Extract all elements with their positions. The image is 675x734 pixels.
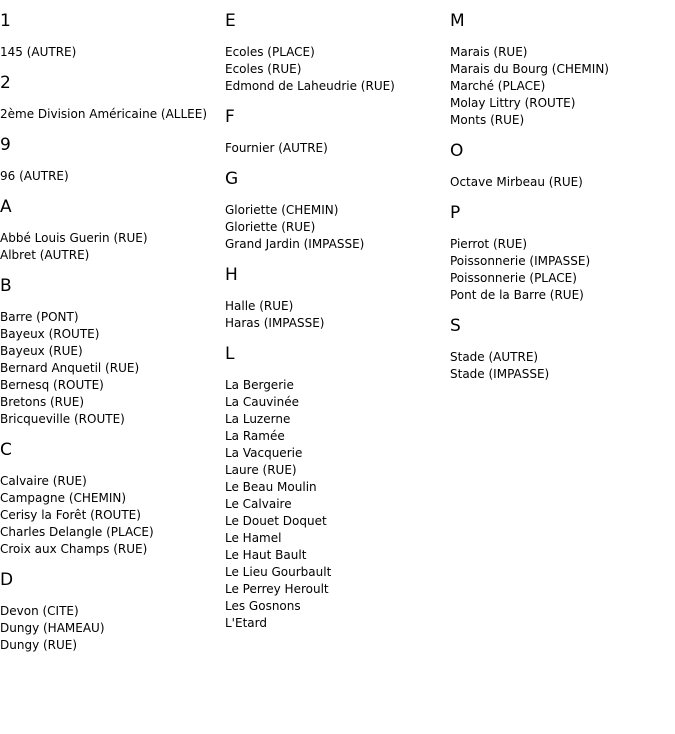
letter-section bbox=[225, 168, 450, 253]
section-letter-heading: E bbox=[225, 11, 236, 31]
section-letter-heading: F bbox=[225, 107, 235, 127]
street-link[interactable]: Gloriette (CHEMIN) bbox=[225, 203, 339, 217]
street-link[interactable]: Cerisy la Forêt (ROUTE) bbox=[0, 508, 141, 522]
street-link[interactable]: Octave Mirbeau (RUE) bbox=[450, 175, 583, 189]
street-link[interactable]: Bernard Anquetil (RUE) bbox=[0, 361, 140, 375]
letter-section bbox=[225, 10, 450, 95]
street-link[interactable]: Ecoles (PLACE) bbox=[225, 45, 315, 59]
street-link[interactable]: Poissonnerie (PLACE) bbox=[450, 271, 577, 285]
street-link[interactable]: Dungy (RUE) bbox=[0, 638, 78, 652]
street-link[interactable]: Bayeux (ROUTE) bbox=[0, 327, 100, 341]
street-link[interactable]: Bretons (RUE) bbox=[0, 395, 85, 409]
section-letter-heading: A bbox=[0, 197, 12, 217]
street-link[interactable]: Le Lieu Gourbault bbox=[225, 565, 332, 579]
street-link[interactable]: Gloriette (RUE) bbox=[225, 220, 316, 234]
street-link[interactable]: Edmond de Laheudrie (RUE) bbox=[225, 79, 395, 93]
index-column bbox=[225, 10, 450, 643]
street-link[interactable]: Calvaire (RUE) bbox=[0, 474, 87, 488]
street-link[interactable]: La Cauvinée bbox=[225, 395, 299, 409]
letter-section bbox=[0, 275, 225, 428]
street-link[interactable]: Molay Littry (ROUTE) bbox=[450, 96, 576, 110]
section-letter-heading: B bbox=[0, 276, 12, 296]
letter-section bbox=[0, 134, 225, 185]
letter-section bbox=[450, 10, 675, 129]
letter-section bbox=[450, 140, 675, 191]
street-link[interactable]: Bayeux (RUE) bbox=[0, 344, 83, 358]
section-letter-heading: G bbox=[225, 169, 239, 189]
section-letter-heading: M bbox=[450, 11, 465, 31]
street-link[interactable]: Dungy (HAMEAU) bbox=[0, 621, 105, 635]
section-letter-heading: O bbox=[450, 141, 464, 161]
letter-section bbox=[0, 569, 225, 654]
letter-section bbox=[225, 343, 450, 632]
section-letter-heading: 2 bbox=[0, 73, 11, 93]
street-link[interactable]: Stade (IMPASSE) bbox=[450, 367, 550, 381]
section-letter-heading: H bbox=[225, 265, 238, 285]
street-link[interactable]: Grand Jardin (IMPASSE) bbox=[225, 237, 365, 251]
street-link[interactable]: Fournier (AUTRE) bbox=[225, 141, 328, 155]
letter-section bbox=[450, 202, 675, 304]
street-link[interactable]: Marais (RUE) bbox=[450, 45, 528, 59]
street-link[interactable]: Halle (RUE) bbox=[225, 299, 294, 313]
letter-section bbox=[0, 72, 225, 123]
street-link[interactable]: Laure (RUE) bbox=[225, 463, 297, 477]
letter-section bbox=[0, 196, 225, 264]
letter-section bbox=[0, 439, 225, 558]
street-link[interactable]: 96 (AUTRE) bbox=[0, 169, 69, 183]
street-link[interactable]: Pierrot (RUE) bbox=[450, 237, 528, 251]
street-link[interactable]: Poissonnerie (IMPASSE) bbox=[450, 254, 591, 268]
street-link[interactable]: Campagne (CHEMIN) bbox=[0, 491, 127, 505]
street-link[interactable]: Pont de la Barre (RUE) bbox=[450, 288, 584, 302]
street-link[interactable]: Bricqueville (ROUTE) bbox=[0, 412, 125, 426]
section-letter-heading: L bbox=[225, 344, 235, 364]
street-link[interactable]: Marché (PLACE) bbox=[450, 79, 546, 93]
street-link[interactable]: Croix aux Champs (RUE) bbox=[0, 542, 148, 556]
street-link[interactable]: Marais du Bourg (CHEMIN) bbox=[450, 62, 609, 76]
section-letter-heading: D bbox=[0, 570, 14, 590]
street-link[interactable]: Haras (IMPASSE) bbox=[225, 316, 325, 330]
street-link[interactable]: L'Etard bbox=[225, 616, 267, 630]
index-column bbox=[0, 10, 225, 665]
section-letter-heading: P bbox=[450, 203, 461, 223]
street-link[interactable]: Le Hamel bbox=[225, 531, 282, 545]
street-link[interactable]: Abbé Louis Guerin (RUE) bbox=[0, 231, 148, 245]
section-letter-heading: S bbox=[450, 316, 461, 336]
street-link[interactable]: Le Beau Moulin bbox=[225, 480, 317, 494]
street-link[interactable]: La Vacquerie bbox=[225, 446, 303, 460]
section-letter-heading: C bbox=[0, 440, 12, 460]
street-link[interactable]: Les Gosnons bbox=[225, 599, 301, 613]
street-link[interactable]: Albret (AUTRE) bbox=[0, 248, 90, 262]
index-column bbox=[450, 10, 675, 394]
street-link[interactable]: Charles Delangle (PLACE) bbox=[0, 525, 154, 539]
street-link[interactable]: Le Calvaire bbox=[225, 497, 292, 511]
letter-section bbox=[0, 10, 225, 61]
street-link[interactable]: Le Douet Doquet bbox=[225, 514, 327, 528]
street-link[interactable]: La Bergerie bbox=[225, 378, 294, 392]
letter-section bbox=[225, 106, 450, 157]
street-link[interactable]: Ecoles (RUE) bbox=[225, 62, 302, 76]
street-link[interactable]: Devon (CITE) bbox=[0, 604, 79, 618]
section-letter-heading: 1 bbox=[0, 11, 11, 31]
section-letter-heading: 9 bbox=[0, 135, 11, 155]
street-link[interactable]: 145 (AUTRE) bbox=[0, 45, 77, 59]
letter-section bbox=[450, 315, 675, 383]
street-link[interactable]: Le Haut Bault bbox=[225, 548, 307, 562]
street-link[interactable]: Monts (RUE) bbox=[450, 113, 525, 127]
street-link[interactable]: 2ème Division Américaine (ALLEE) bbox=[0, 107, 208, 121]
street-link[interactable]: Stade (AUTRE) bbox=[450, 350, 539, 364]
street-link[interactable]: La Luzerne bbox=[225, 412, 291, 426]
letter-section bbox=[225, 264, 450, 332]
street-link[interactable]: La Ramée bbox=[225, 429, 285, 443]
street-link[interactable]: Barre (PONT) bbox=[0, 310, 79, 324]
street-link[interactable]: Le Perrey Heroult bbox=[225, 582, 329, 596]
street-link[interactable]: Bernesq (ROUTE) bbox=[0, 378, 104, 392]
